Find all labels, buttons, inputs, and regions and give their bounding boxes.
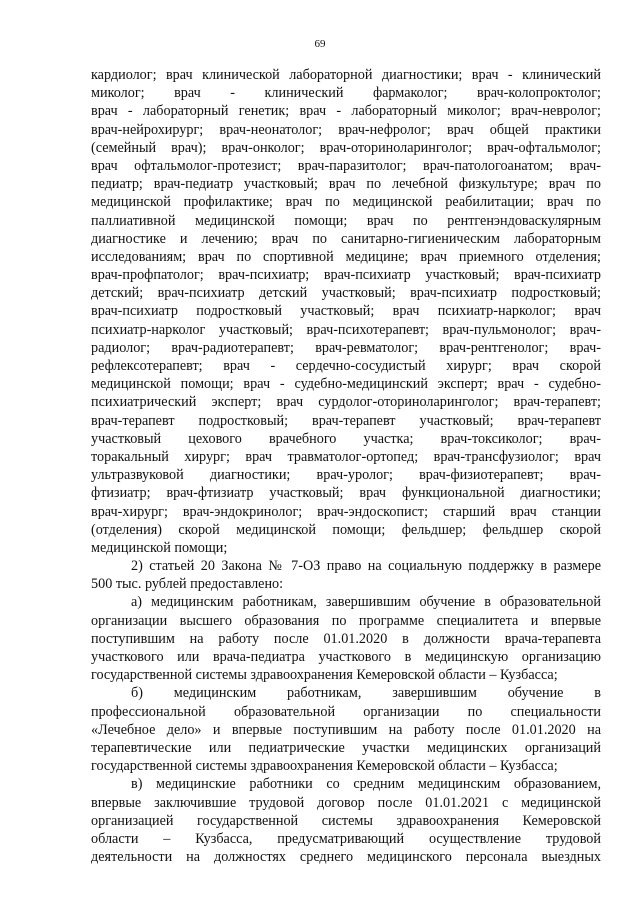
text-line: «Лечебное дело» и впервые поступившим на работу после 01.01.2020 на [91,721,601,738]
text-line: 2) статьей 20 Закона № 7-ОЗ право на социальную поддержку в размере [131,558,601,575]
text-line: в) медицинские работники со средним медицинским образованием, [131,776,601,793]
text-line: кардиолог; врач клинической лабораторной диагностики; врач - клинический [91,67,601,83]
text-line: врач-психиатр подростковый участковый; врач психиатр-нарколог; врач [91,303,601,320]
text-line: участковый цехового врачебного участка; врач-токсиколог; врач- [91,430,601,447]
text-line: врач-нейрохирург; врач-неонатолог; врач-нефролог; врач общей практики [91,121,601,138]
text-line: врач офтальмолог-протезист; врач-паразитолог; врач-патологоанатом; врач- [91,157,601,174]
text-line: области – Кузбасса, предусматривающий осуществление трудовой [91,830,601,847]
text-line: поступившим на работу после 01.01.2020 в должности врача-терапевта [91,630,601,647]
text-line: государственной системы здравоохранения Кемеровской области – Кузбасса; [91,758,558,775]
text-line: организации высшего образования по программе специалитета и впервые [91,612,601,629]
text-line: врач - лабораторный генетик; врач - лабораторный миколог; врач-невролог; [91,103,601,120]
text-line: фтизиатр; врач-фтизиатр участковый; врач функциональной диагностики; [91,485,601,502]
text-line: психиатр-нарколог участковый; врач-психотерапевт; врач-пульмонолог; врач- [91,321,601,338]
text-line: медицинской помощи; врач - судебно-медицинский эксперт; врач - судебно- [91,376,601,393]
text-line: миколог; врач - клинический фармаколог; врач-колопроктолог; [91,85,601,102]
text-line: педиатр; врач-педиатр участковый; врач по лечебной физкультуре; врач по [91,176,601,193]
text-line: б) медицинским работникам, завершившим обучение в [131,685,601,702]
text-line: впервые заключившие трудовой договор после 01.01.2021 с медицинской [91,794,601,811]
text-line: врач-профпатолог; врач-психиатр; врач-психиатр участковый; врач-психиатр [91,267,601,284]
text-line: (семейный врач); врач-онколог; врач-оториноларинголог; врач-офтальмолог; [91,139,601,156]
text-line: участкового или врача-педиатра участкового в медицинскую организацию [91,649,601,665]
text-line: медицинской помощи; [91,539,228,556]
text-line: исследованиям; врач по спортивной медицине; врач приемного отделения; [91,248,601,265]
text-line: диагностике и лечению; врач по санитарно-гигиеническим лабораторным [91,230,601,247]
text-line: психиатрический эксперт; врач сурдолог-оториноларинголог; врач-терапевт; [91,394,601,411]
text-line: торакальный хирург; врач травматолог-ортопед; врач-трансфузиолог; врач [91,448,601,465]
text-line: 500 тыс. рублей предоставлено: [91,576,284,593]
text-line: государственной системы здравоохранения Кемеровской области – Кузбасса; [91,667,558,684]
text-line: рефлексотерапевт; врач - сердечно-сосудистый хирург; врач скорой [91,358,601,374]
text-line: медицинской профилактике; врач по медицинской реабилитации; врач по [91,194,601,211]
text-line: врач-терапевт подростковый; врач-терапевт участковый; врач-терапевт [91,412,601,429]
text-line: терапевтические или педиатрические участки медицинских организаций [91,739,601,756]
text-line: ультразвуковой диагностики; врач-уролог; врач-физиотерапевт; врач- [91,467,601,484]
text-line: врач-хирург; врач-эндокринолог; врач-эндоскопист; старший врач станции [91,503,601,520]
text-line: организацией государственной системы здравоохранения Кемеровской [91,812,601,829]
page-number: 69 [314,38,326,50]
text-line: детский; врач-психиатр детский участковый; врач-психиатр подростковый; [91,285,601,302]
text-line: а) медицинским работникам, завершившим обучение в образовательной [131,594,601,611]
text-line: (отделения) скорой медицинской помощи; фельдшер; фельдшер скорой [91,521,601,538]
text-line: деятельности на должностях среднего медицинского персонала выездных [91,849,601,866]
text-line: радиолог; врач-радиотерапевт; врач-ревматолог; врач-рентгенолог; врач- [91,339,601,356]
text-line: паллиативной медицинской помощи; врач по рентгенэндоваскулярным [91,212,601,229]
text-line: профессиональной образовательной организации по специальности [91,703,601,720]
document-body [91,66,601,866]
